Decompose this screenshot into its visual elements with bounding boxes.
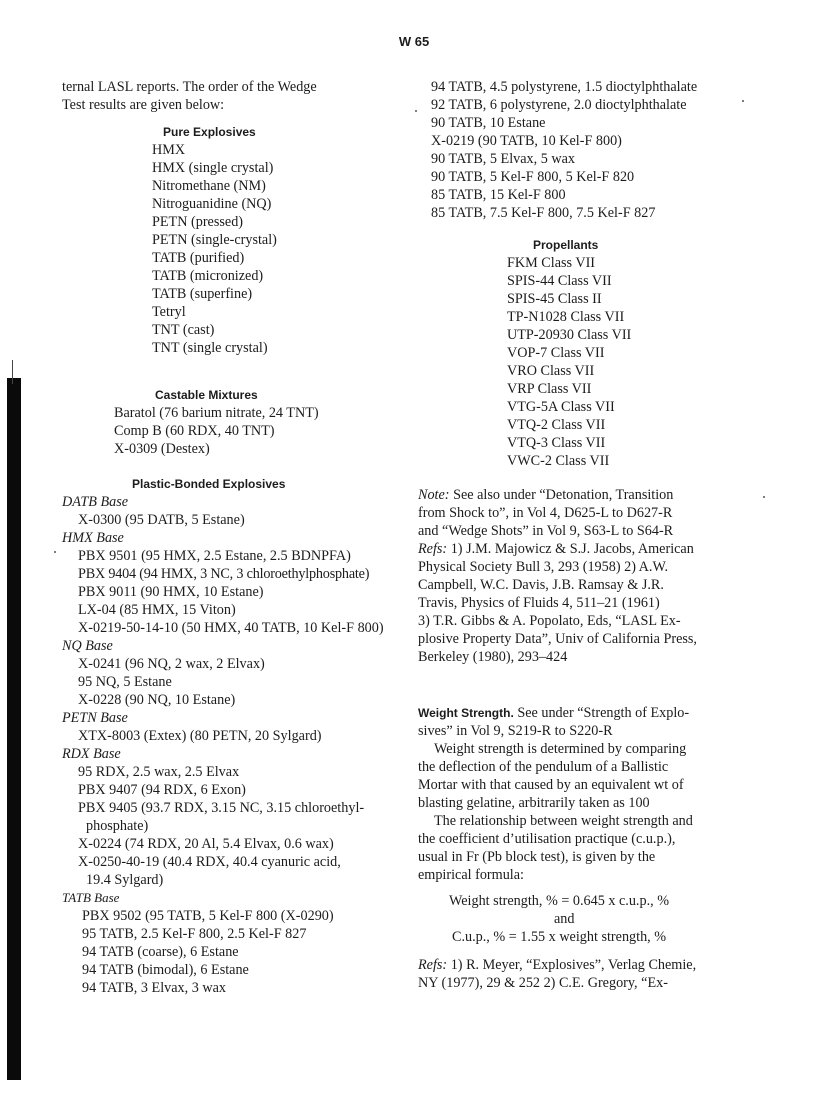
- list-item: PBX 9501 (95 HMX, 2.5 Estane, 2.5 BDNPFA): [78, 548, 351, 564]
- rdx-base-label: RDX Base: [62, 746, 121, 762]
- entry-text: the coefficient d’utilisation practique (c.u.p.),: [418, 831, 676, 847]
- petn-list: [62, 727, 412, 745]
- list-item: 90 TATB, 5 Kel-F 800, 5 Kel-F 820: [431, 169, 635, 185]
- scan-speck: [54, 551, 56, 553]
- list-item: VTQ-2 Class VII: [507, 417, 606, 433]
- note-text: from Shock to”, in Vol 4, D625-L to D627-R: [418, 505, 673, 521]
- list-item: SPIS-45 Class II: [507, 291, 602, 307]
- tatb-list: [62, 907, 412, 997]
- list-item: TNT (single crystal): [152, 340, 268, 356]
- list-item: VRP Class VII: [507, 381, 592, 397]
- note-text: See also under “Detonation, Transition: [449, 487, 674, 503]
- scan-edge-bar: [7, 378, 21, 1080]
- pure-explosives-heading: Pure Explosives: [163, 125, 256, 139]
- list-item: 95 NQ, 5 Estane: [78, 674, 172, 690]
- entry-text: the deflection of the pendulum of a Ballistic: [418, 759, 669, 775]
- list-item: 85 TATB, 7.5 Kel-F 800, 7.5 Kel-F 827: [431, 205, 656, 221]
- list-item: X-0228 (90 NQ, 10 Estane): [78, 692, 236, 708]
- list-item: 94 TATB (bimodal), 6 Estane: [82, 962, 249, 978]
- list-item: VRO Class VII: [507, 363, 595, 379]
- entry-text: sives” in Vol 9, S219-R to S220-R: [418, 723, 613, 739]
- page-number-header: W 65: [398, 34, 430, 49]
- entry-text: usual in Fr (Pb block test), is given by the: [418, 849, 656, 865]
- nq-list: [62, 655, 412, 709]
- list-item: TP-N1028 Class VII: [507, 309, 625, 325]
- refs-text: Physical Society Bull 3, 293 (1958) 2) A.W.: [418, 559, 669, 575]
- note-text: and “Wedge Shots” in Vol 9, S63-L to S64-R: [418, 523, 674, 539]
- petn-base-label: PETN Base: [62, 710, 128, 726]
- entry-text: Weight strength is determined by comparing: [434, 741, 687, 757]
- list-item: XTX-8003 (Extex) (80 PETN, 20 Sylgard): [78, 728, 322, 744]
- right-column: [418, 78, 743, 992]
- refs-text: 1) R. Meyer, “Explosives”, Verlag Chemie,: [447, 957, 697, 973]
- list-item: 94 TATB, 3 Elvax, 3 wax: [82, 980, 227, 996]
- castable-mixtures-heading: Castable Mixtures: [155, 388, 258, 402]
- refs-text: Travis, Physics of Fluids 4, 511–21 (1961): [418, 595, 660, 611]
- hmx-base-label: HMX Base: [62, 530, 124, 546]
- refs-label: Refs:: [418, 957, 448, 973]
- list-item: Nitromethane (NM): [152, 178, 266, 194]
- refs-text: Campbell, W.C. Davis, J.B. Ramsay & J.R.: [418, 577, 664, 593]
- note-label: Note:: [418, 487, 450, 503]
- nq-base-label: NQ Base: [62, 638, 113, 654]
- note-paragraph: [418, 486, 743, 666]
- list-item-continuation: phosphate): [86, 818, 149, 834]
- list-item: PBX 9404 (94 HMX, 3 NC, 3 chloroethylphosphate): [78, 566, 370, 582]
- list-item: X-0250-40-19 (40.4 RDX, 40.4 cyanuric acid,: [78, 854, 341, 870]
- list-item: Comp B (60 RDX, 40 TNT): [114, 423, 275, 439]
- datb-base-label: DATB Base: [62, 494, 129, 510]
- scan-speck: [763, 496, 765, 498]
- weight-strength-heading: Weight Strength.: [418, 706, 514, 720]
- list-item: PBX 9407 (94 RDX, 6 Exon): [78, 782, 246, 798]
- refs-text: 3) T.R. Gibbs & A. Popolato, Eds, “LASL Ex-: [418, 613, 681, 629]
- list-item: Baratol (76 barium nitrate, 24 TNT): [114, 405, 319, 421]
- refs-text: NY (1977), 29 & 252 2) C.E. Gregory, “Ex-: [418, 975, 668, 991]
- list-item: X-0219 (90 TATB, 10 Kel-F 800): [431, 133, 622, 149]
- list-item: TATB (superfine): [152, 286, 253, 302]
- refs-label: Refs:: [418, 541, 448, 557]
- entry-text: empirical formula:: [418, 867, 524, 883]
- list-item: X-0300 (95 DATB, 5 Estane): [78, 512, 245, 528]
- list-item: X-0219-50-14-10 (50 HMX, 40 TATB, 10 Kel-F 800): [78, 620, 384, 636]
- datb-list: [62, 511, 412, 529]
- left-column: [62, 78, 412, 997]
- entry-text: The relationship between weight strength and: [434, 813, 693, 829]
- list-item: TNT (cast): [152, 322, 215, 338]
- list-item: X-0224 (74 RDX, 20 Al, 5.4 Elvax, 0.6 wax): [78, 836, 334, 852]
- list-item: 94 TATB, 4.5 polystyrene, 1.5 dioctylphthalate: [431, 79, 698, 95]
- list-item: VTQ-3 Class VII: [507, 435, 606, 451]
- list-item: X-0309 (Destex): [114, 441, 210, 457]
- list-item: PBX 9502 (95 TATB, 5 Kel-F 800 (X-0290): [82, 908, 334, 924]
- formula-and: and: [554, 911, 575, 927]
- entry-text: blasting gelatine, arbitrarily taken as 100: [418, 795, 650, 811]
- entry-text: Mortar with that caused by an equivalent wt of: [418, 777, 684, 793]
- list-item: 94 TATB (coarse), 6 Estane: [82, 944, 239, 960]
- list-item: TATB (micronized): [152, 268, 264, 284]
- list-item: HMX: [152, 142, 186, 158]
- list-item: 95 TATB, 2.5 Kel-F 800, 2.5 Kel-F 827: [82, 926, 307, 942]
- refs-text: Berkeley (1980), 293–424: [418, 649, 568, 665]
- list-item: PBX 9405 (93.7 RDX, 3.15 NC, 3.15 chloroethyl-: [78, 800, 365, 816]
- list-item: VWC-2 Class VII: [507, 453, 610, 469]
- list-item: LX-04 (85 HMX, 15 Viton): [78, 602, 236, 618]
- list-item: TATB (purified): [152, 250, 245, 266]
- propellants-list: [418, 254, 743, 470]
- list-item: 85 TATB, 15 Kel-F 800: [431, 187, 566, 203]
- scan-edge-line: [12, 360, 13, 384]
- refs-text: plosive Property Data”, Univ of California Press,: [418, 631, 697, 647]
- list-item: 90 TATB, 5 Elvax, 5 wax: [431, 151, 576, 167]
- list-item: PETN (pressed): [152, 214, 244, 230]
- list-item-continuation: 19.4 Sylgard): [86, 872, 164, 888]
- pure-explosives-list: [62, 141, 412, 357]
- list-item: 90 TATB, 10 Estane: [431, 115, 546, 131]
- rdx-list: [62, 763, 412, 889]
- tatb-base-label: TATB Base: [62, 890, 120, 905]
- list-item: X-0241 (96 NQ, 2 wax, 2 Elvax): [78, 656, 265, 672]
- list-item: SPIS-44 Class VII: [507, 273, 612, 289]
- castable-mixtures-list: [62, 404, 412, 458]
- tatb-continued-list: [418, 78, 743, 222]
- propellants-heading: Propellants: [533, 238, 599, 252]
- list-item: 95 RDX, 2.5 wax, 2.5 Elvax: [78, 764, 240, 780]
- refs-text: 1) J.M. Majowicz & S.J. Jacobs, American: [447, 541, 694, 557]
- list-item: 92 TATB, 6 polystyrene, 2.0 dioctylphthalate: [431, 97, 687, 113]
- intro-line: Test results are given below:: [62, 97, 225, 113]
- list-item: HMX (single crystal): [152, 160, 274, 176]
- list-item: Nitroguanidine (NQ): [152, 196, 272, 212]
- list-item: PETN (single-crystal): [152, 232, 277, 248]
- intro-line: ternal LASL reports. The order of the Wedge: [62, 79, 317, 95]
- list-item: Tetryl: [152, 304, 186, 320]
- list-item: VTG-5A Class VII: [507, 399, 615, 415]
- list-item: FKM Class VII: [507, 255, 596, 271]
- formula-weight-strength: Weight strength, % = 0.645 x c.u.p., %: [449, 893, 670, 909]
- hmx-list: [62, 547, 412, 637]
- list-item: UTP-20930 Class VII: [507, 327, 632, 343]
- weight-strength-entry: [418, 704, 743, 992]
- list-item: VOP-7 Class VII: [507, 345, 605, 361]
- plastic-bonded-heading: Plastic-Bonded Explosives: [132, 477, 286, 491]
- list-item: PBX 9011 (90 HMX, 10 Estane): [78, 584, 264, 600]
- entry-text: See under “Strength of Explo-: [513, 705, 690, 721]
- scan-speck: [415, 110, 417, 112]
- formula-cup: C.u.p., % = 1.55 x weight strength, %: [452, 929, 667, 945]
